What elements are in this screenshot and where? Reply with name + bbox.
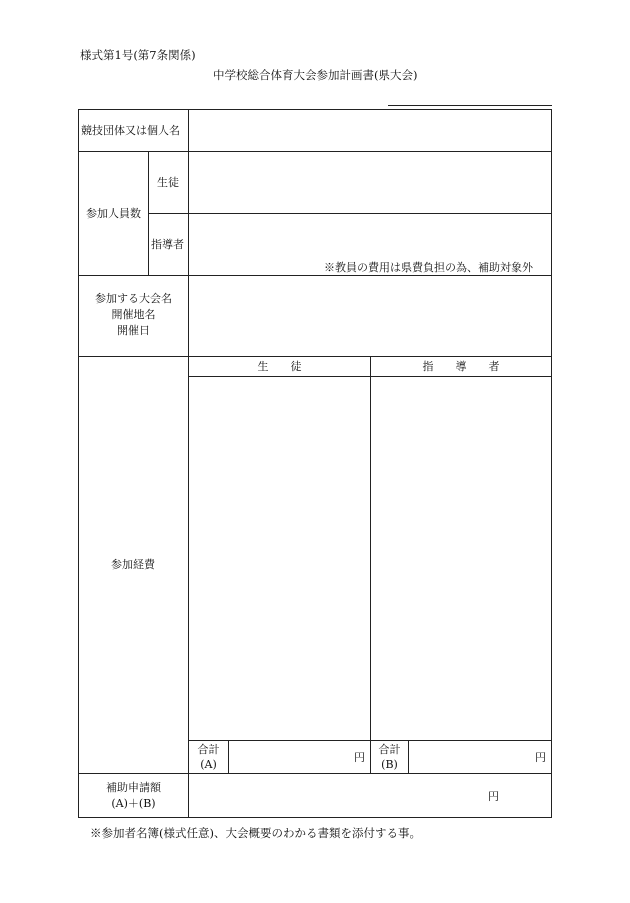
signature-line [388,105,552,106]
total-a-yen: 円 [354,751,365,764]
total-a-field[interactable] [230,742,368,772]
instructors-cost-area[interactable] [372,378,550,739]
instructors-label: 指導者 [151,238,184,251]
total-b-yen: 円 [535,751,546,764]
instructor-cost-note: ※教員の費用は県費負担の為、補助対象外 [324,261,533,274]
attachment-footnote: ※参加者名簿(様式任意)、大会概要のわかる書類を添付する事。 [90,826,421,840]
students-count-field[interactable] [190,153,550,212]
event-date-label: 開催日 [117,324,150,337]
page-title: 中学校総合体育大会参加計画書(県大会) [213,68,418,82]
subsidy-formula-label: (A)＋(B) [111,797,156,810]
subsidy-yen: 円 [488,790,499,803]
event-name-label: 参加する大会名 [95,292,172,305]
students-cost-area[interactable] [190,378,369,739]
participation-cost-label: 参加経費 [111,558,155,571]
total-a-label: 合計 [197,743,220,756]
team-name-field[interactable] [190,111,550,150]
team-name-label: 競技団体又は個人名 [81,124,180,137]
total-a-marker: (A) [200,758,217,771]
form-number: 様式第1号(第7条関係) [80,48,196,62]
total-b-field[interactable] [410,742,550,772]
total-b-label: 合計 [378,743,401,756]
venue-label: 開催地名 [111,308,156,321]
students-column-header: 生 徒 [257,360,302,373]
instructors-count-field[interactable] [190,215,550,259]
event-details-field[interactable] [190,277,550,355]
total-b-marker: (B) [381,758,398,771]
subsidy-amount-label: 補助申請額 [106,781,161,794]
instructors-column-header: 指 導 者 [422,360,500,373]
students-label: 生徒 [157,176,179,189]
participants-label: 参加人員数 [86,207,141,220]
